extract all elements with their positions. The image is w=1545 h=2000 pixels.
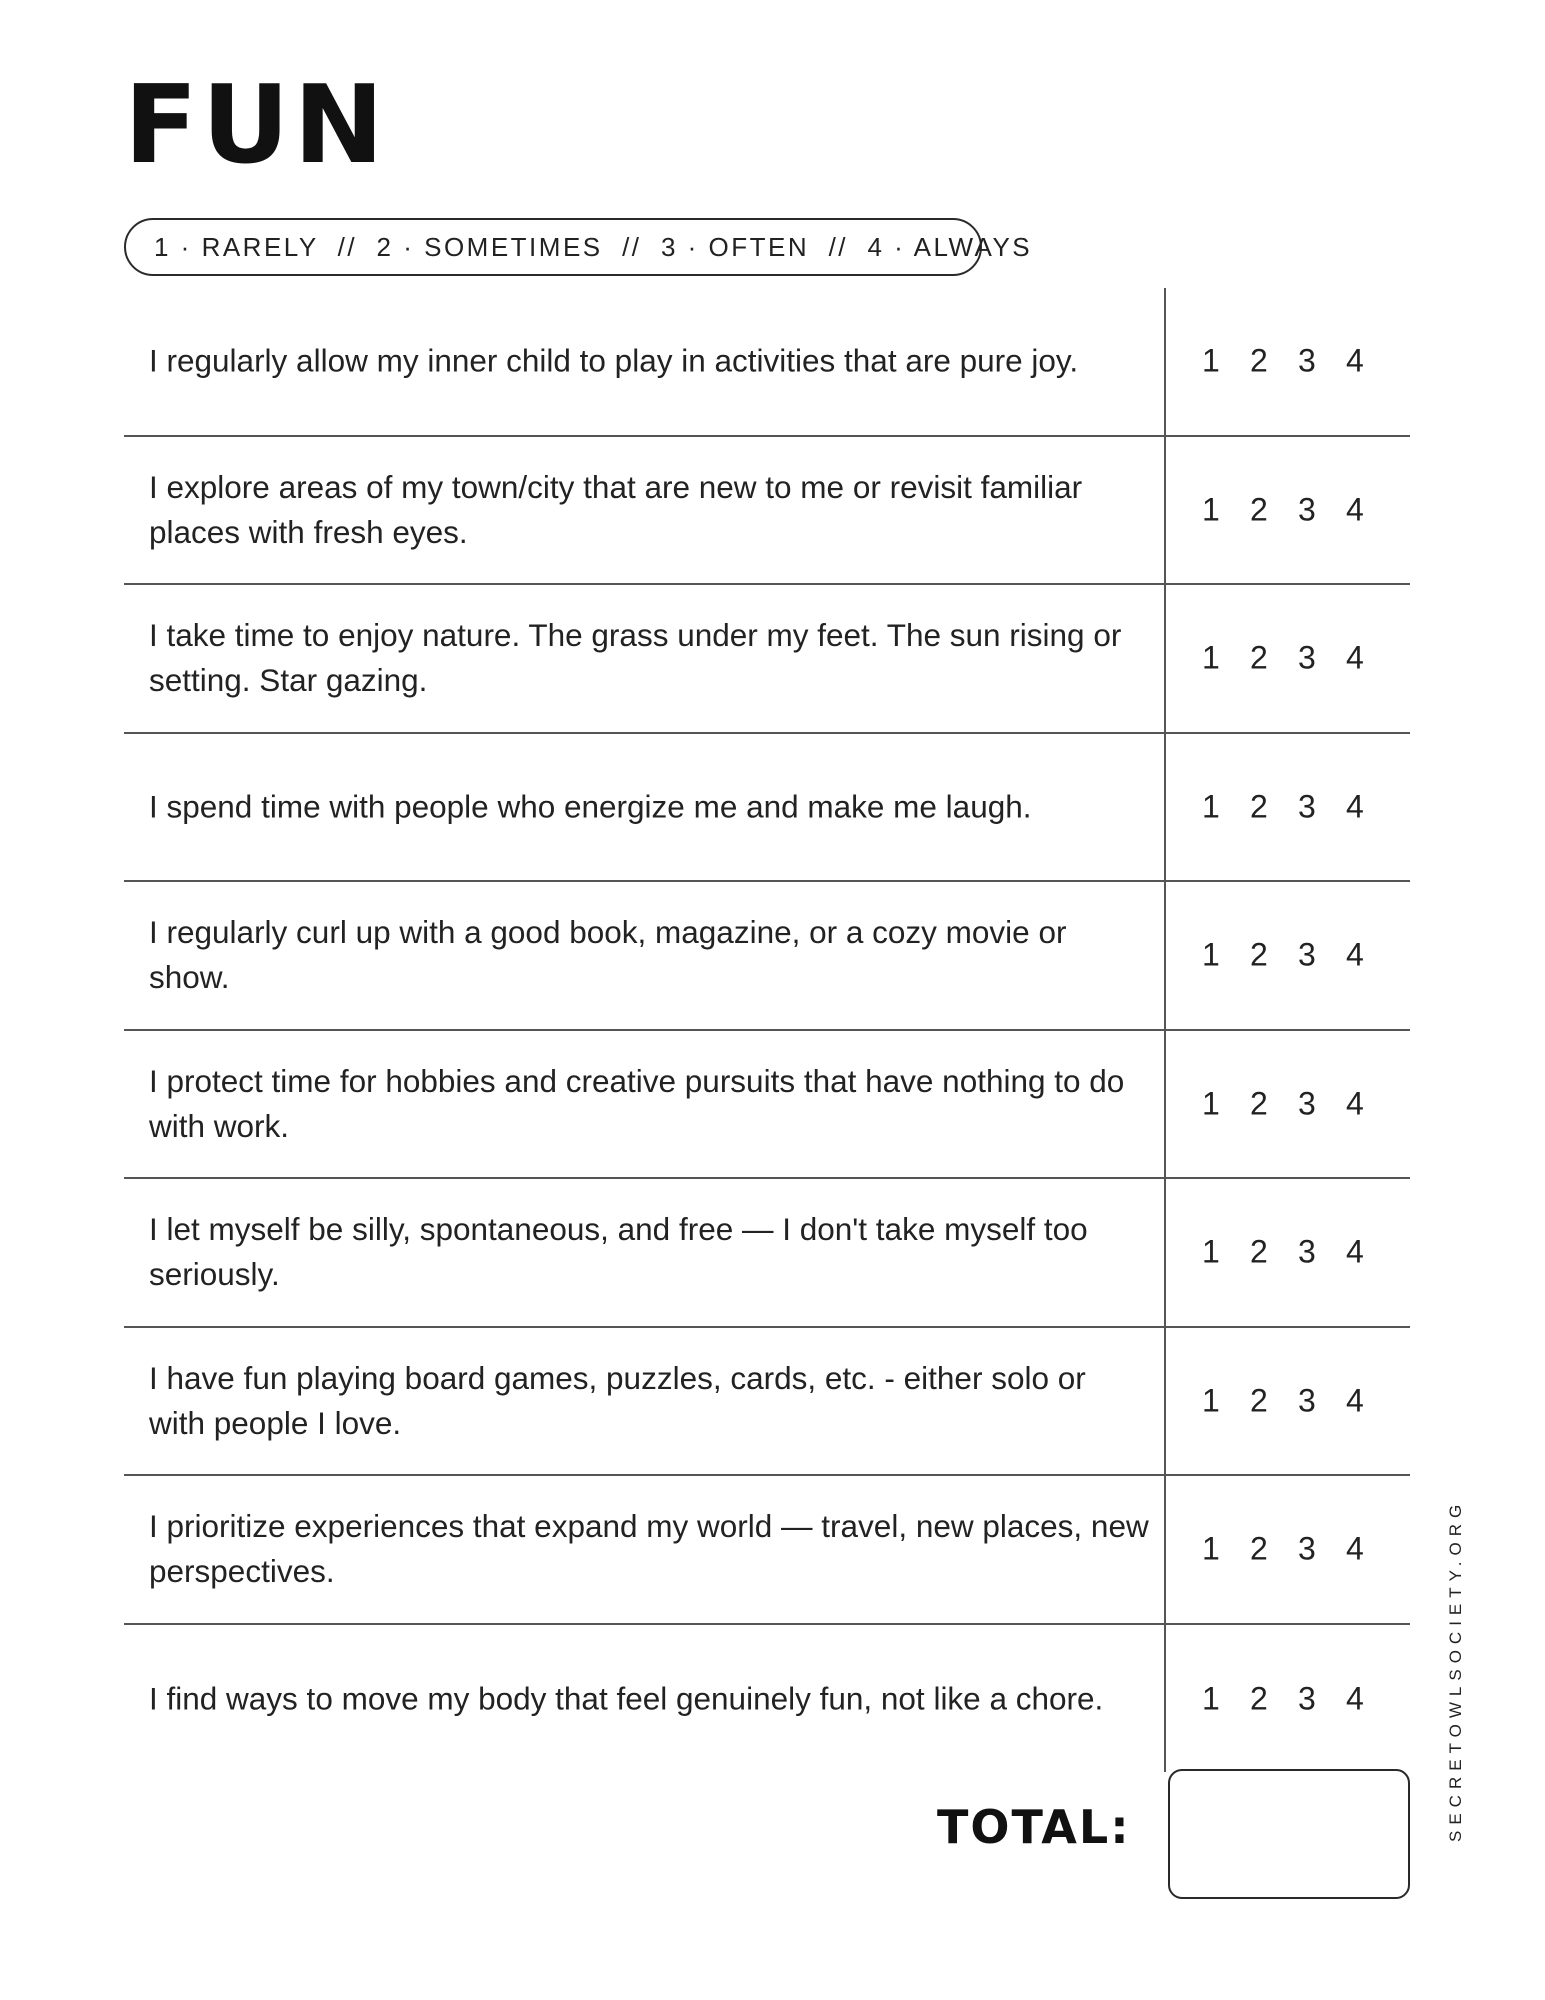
rating-option-2[interactable]: 2 [1250, 1382, 1268, 1419]
rating-option-1[interactable]: 1 [1202, 936, 1220, 973]
rating-option-1[interactable]: 1 [1202, 1530, 1220, 1567]
rating-options [1202, 343, 1394, 380]
rating-option-2[interactable]: 2 [1250, 1085, 1268, 1122]
rating-options [1202, 640, 1394, 677]
rating-option-3[interactable]: 3 [1298, 788, 1316, 825]
rating-option-3[interactable]: 3 [1298, 342, 1316, 379]
question-row [124, 1328, 1410, 1477]
question-row [124, 734, 1410, 883]
question-text: I take time to enjoy nature. The grass under my feet. The sun rising or setting. Star gazing. [149, 617, 1122, 699]
rating-option-4[interactable]: 4 [1346, 1085, 1364, 1122]
rating-options [1202, 1531, 1394, 1568]
rating-option-2[interactable]: 2 [1250, 1530, 1268, 1567]
rating-option-1[interactable]: 1 [1202, 1233, 1220, 1270]
rating-option-2[interactable]: 2 [1250, 936, 1268, 973]
rating-option-2[interactable]: 2 [1250, 639, 1268, 676]
rating-option-2[interactable]: 2 [1250, 788, 1268, 825]
rating-option-1[interactable]: 1 [1202, 491, 1220, 528]
rating-option-1[interactable]: 1 [1202, 639, 1220, 676]
rating-option-3[interactable]: 3 [1298, 1085, 1316, 1122]
question-text: I have fun playing board games, puzzles, cards, etc. - either solo or with people I love. [149, 1359, 1086, 1441]
question-text: I find ways to move my body that feel genuinely fun, not like a chore. [149, 1680, 1104, 1717]
total-label: TOTAL: [937, 1800, 1131, 1854]
question-text: I spend time with people who energize me and make me laugh. [149, 788, 1032, 825]
rating-option-4[interactable]: 4 [1346, 491, 1364, 528]
rating-option-3[interactable]: 3 [1298, 639, 1316, 676]
rating-option-3[interactable]: 3 [1298, 1530, 1316, 1567]
rating-scale-legend [124, 218, 1033, 276]
page-title: FUN [124, 63, 388, 188]
question-row [124, 1179, 1410, 1328]
question-row [124, 288, 1410, 437]
rating-option-2[interactable]: 2 [1250, 1233, 1268, 1270]
rating-option-3[interactable]: 3 [1298, 491, 1316, 528]
rating-option-4[interactable]: 4 [1346, 788, 1364, 825]
rating-option-1[interactable]: 1 [1202, 342, 1220, 379]
question-text: I let myself be silly, spontaneous, and free — I don't take myself too seriously. [149, 1211, 1088, 1293]
rating-option-4[interactable]: 4 [1346, 1382, 1364, 1419]
rating-options [1202, 1234, 1394, 1271]
rating-option-1[interactable]: 1 [1202, 1382, 1220, 1419]
rating-options [1202, 491, 1394, 528]
rating-options [1202, 1085, 1394, 1122]
column-divider [1164, 288, 1166, 1772]
rating-option-1[interactable]: 1 [1202, 1680, 1220, 1717]
rating-option-1[interactable]: 1 [1202, 788, 1220, 825]
rating-option-2[interactable]: 2 [1250, 342, 1268, 379]
rating-option-1[interactable]: 1 [1202, 1085, 1220, 1122]
rating-option-4[interactable]: 4 [1346, 1680, 1364, 1717]
rating-scale-text: 1 · RARELY // 2 · SOMETIMES // 3 · OFTEN // 4 · ALWAYS [154, 231, 1033, 262]
question-row [124, 437, 1410, 586]
website-credit: SECRETOWLSOCIETY.ORG [1446, 1498, 1465, 1842]
question-row [124, 1625, 1410, 1774]
rating-option-4[interactable]: 4 [1346, 936, 1364, 973]
question-row [124, 1031, 1410, 1180]
rating-options [1202, 937, 1394, 974]
question-row [124, 882, 1410, 1031]
rating-option-3[interactable]: 3 [1298, 1233, 1316, 1270]
rating-option-3[interactable]: 3 [1298, 1680, 1316, 1717]
rating-option-3[interactable]: 3 [1298, 1382, 1316, 1419]
question-row [124, 585, 1410, 734]
rating-options [1202, 1680, 1394, 1717]
rating-option-4[interactable]: 4 [1346, 342, 1364, 379]
question-text: I regularly allow my inner child to play in activities that are pure joy. [149, 342, 1079, 379]
rating-option-4[interactable]: 4 [1346, 639, 1364, 676]
question-text: I protect time for hobbies and creative pursuits that have nothing to do with work. [149, 1062, 1125, 1144]
question-text: I explore areas of my town/city that are new to me or revisit familiar places with fresh eyes. [149, 468, 1083, 550]
question-row [124, 1476, 1410, 1625]
rating-option-4[interactable]: 4 [1346, 1233, 1364, 1270]
total-input-box[interactable] [1168, 1769, 1410, 1899]
rating-option-2[interactable]: 2 [1250, 1680, 1268, 1717]
rating-options [1202, 788, 1394, 825]
question-text: I prioritize experiences that expand my world — travel, new places, new perspectives. [149, 1508, 1149, 1590]
rating-option-2[interactable]: 2 [1250, 491, 1268, 528]
question-table [124, 288, 1410, 1773]
rating-option-4[interactable]: 4 [1346, 1530, 1364, 1567]
question-text: I regularly curl up with a good book, magazine, or a cozy movie or show. [149, 914, 1067, 996]
rating-options [1202, 1382, 1394, 1419]
rating-option-3[interactable]: 3 [1298, 936, 1316, 973]
